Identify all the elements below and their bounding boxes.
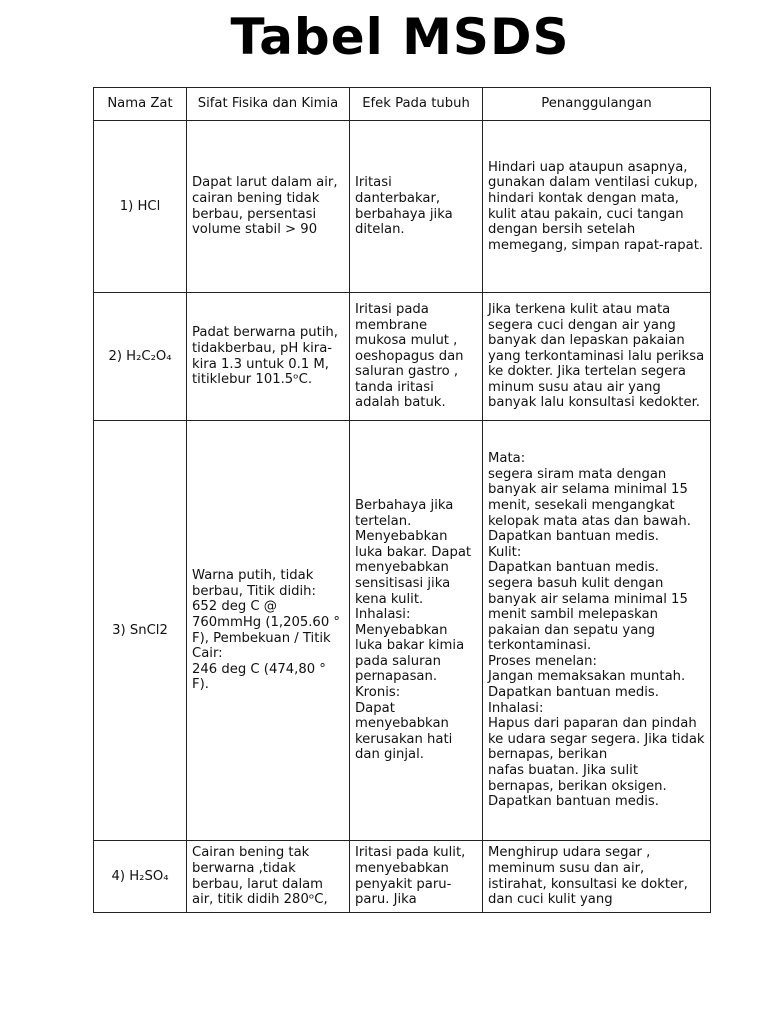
- row-properties: Padat berwarna putih, tidakberbau, pH kira-kira 1.3 untuk 0.1 M, titiklebur 101.5ᵒC.: [187, 293, 350, 421]
- header-penanggulangan: Penanggulangan: [483, 88, 711, 121]
- header-nama-zat: Nama Zat: [94, 88, 187, 121]
- row-name: 4) H₂SO₄: [94, 841, 187, 913]
- row-handling: Jika terkena kulit atau mata segera cuci dengan air yang banyak dan lepaskan pakaian yang terkontaminasi lalu periksa ke dokter. Jika tertelan segera minum susu atau air yang banyak lalu konsultasi kedokter.: [483, 293, 711, 421]
- table-header-row: [94, 88, 711, 121]
- header-efek: Efek Pada tubuh: [350, 88, 483, 121]
- page-title-text: Tabel MSDS: [230, 8, 570, 64]
- row-effects: Iritasi pada membrane mukosa mulut , oeshopagus dan saluran gastro , tanda iritasi adalah batuk.: [350, 293, 483, 421]
- row-properties: Warna putih, tidak berbau, Titik didih: 652 deg C @ 760mmHg (1,205.60 ° F), Pembekuan / Titik Cair: 246 deg C (474,80 ° F).: [187, 421, 350, 841]
- row-name: 2) H₂C₂O₄: [94, 293, 187, 421]
- msds-table: [93, 87, 711, 913]
- row-properties: Dapat larut dalam air, cairan bening tidak berbau, persentasi volume stabil > 90: [187, 121, 350, 293]
- table-row: [94, 421, 711, 841]
- row-effects: Berbahaya jika tertelan. Menyebabkan luka bakar. Dapat menyebabkan sensitisasi jika kena kulit. Inhalasi: Menyebabkan luka bakar kimia pada saluran pernapasan. Kronis: Dapat menyebabkan kerusakan hati dan ginjal.: [350, 421, 483, 841]
- row-effects: Iritasi danterbakar, berbahaya jika ditelan.: [350, 121, 483, 293]
- row-handling: Mata: segera siram mata dengan banyak air selama minimal 15 menit, sesekali mengangkat kelopak mata atas dan bawah. Dapatkan bantuan medis. Kulit: Dapatkan bantuan medis. segera basuh kulit dengan banyak air selama minimal 15 menit sambil melepaskan pakaian dan sepatu yang terkontaminasi. Proses menelan: Jangan memaksakan muntah. Dapatkan bantuan medis. Inhalasi: Hapus dari paparan dan pindah ke udara segar segera. Jika tidak bernapas, berikan nafas buatan. Jika sulit bernapas, berikan oksigen. Dapatkan bantuan medis.: [483, 421, 711, 841]
- page-title: [0, 2, 768, 64]
- table-row: [94, 841, 711, 913]
- row-handling: Menghirup udara segar , meminum susu dan air, istirahat, konsultasi ke dokter, dan cuci kulit yang: [483, 841, 711, 913]
- table-row: [94, 121, 711, 293]
- row-name: 3) SnCl2: [94, 421, 187, 841]
- row-effects: Iritasi pada kulit, menyebabkan penyakit paru-paru. Jika: [350, 841, 483, 913]
- header-sifat: Sifat Fisika dan Kimia: [187, 88, 350, 121]
- row-name: 1) HCl: [94, 121, 187, 293]
- row-handling: Hindari uap ataupun asapnya, gunakan dalam ventilasi cukup, hindari kontak dengan mata, kulit atau pakain, cuci tangan dengan bersih setelah memegang, simpan rapat-rapat.: [483, 121, 711, 293]
- row-properties: Cairan bening tak berwarna ,tidak berbau, larut dalam air, titik didih 280ᵒC,: [187, 841, 350, 913]
- table-row: [94, 293, 711, 421]
